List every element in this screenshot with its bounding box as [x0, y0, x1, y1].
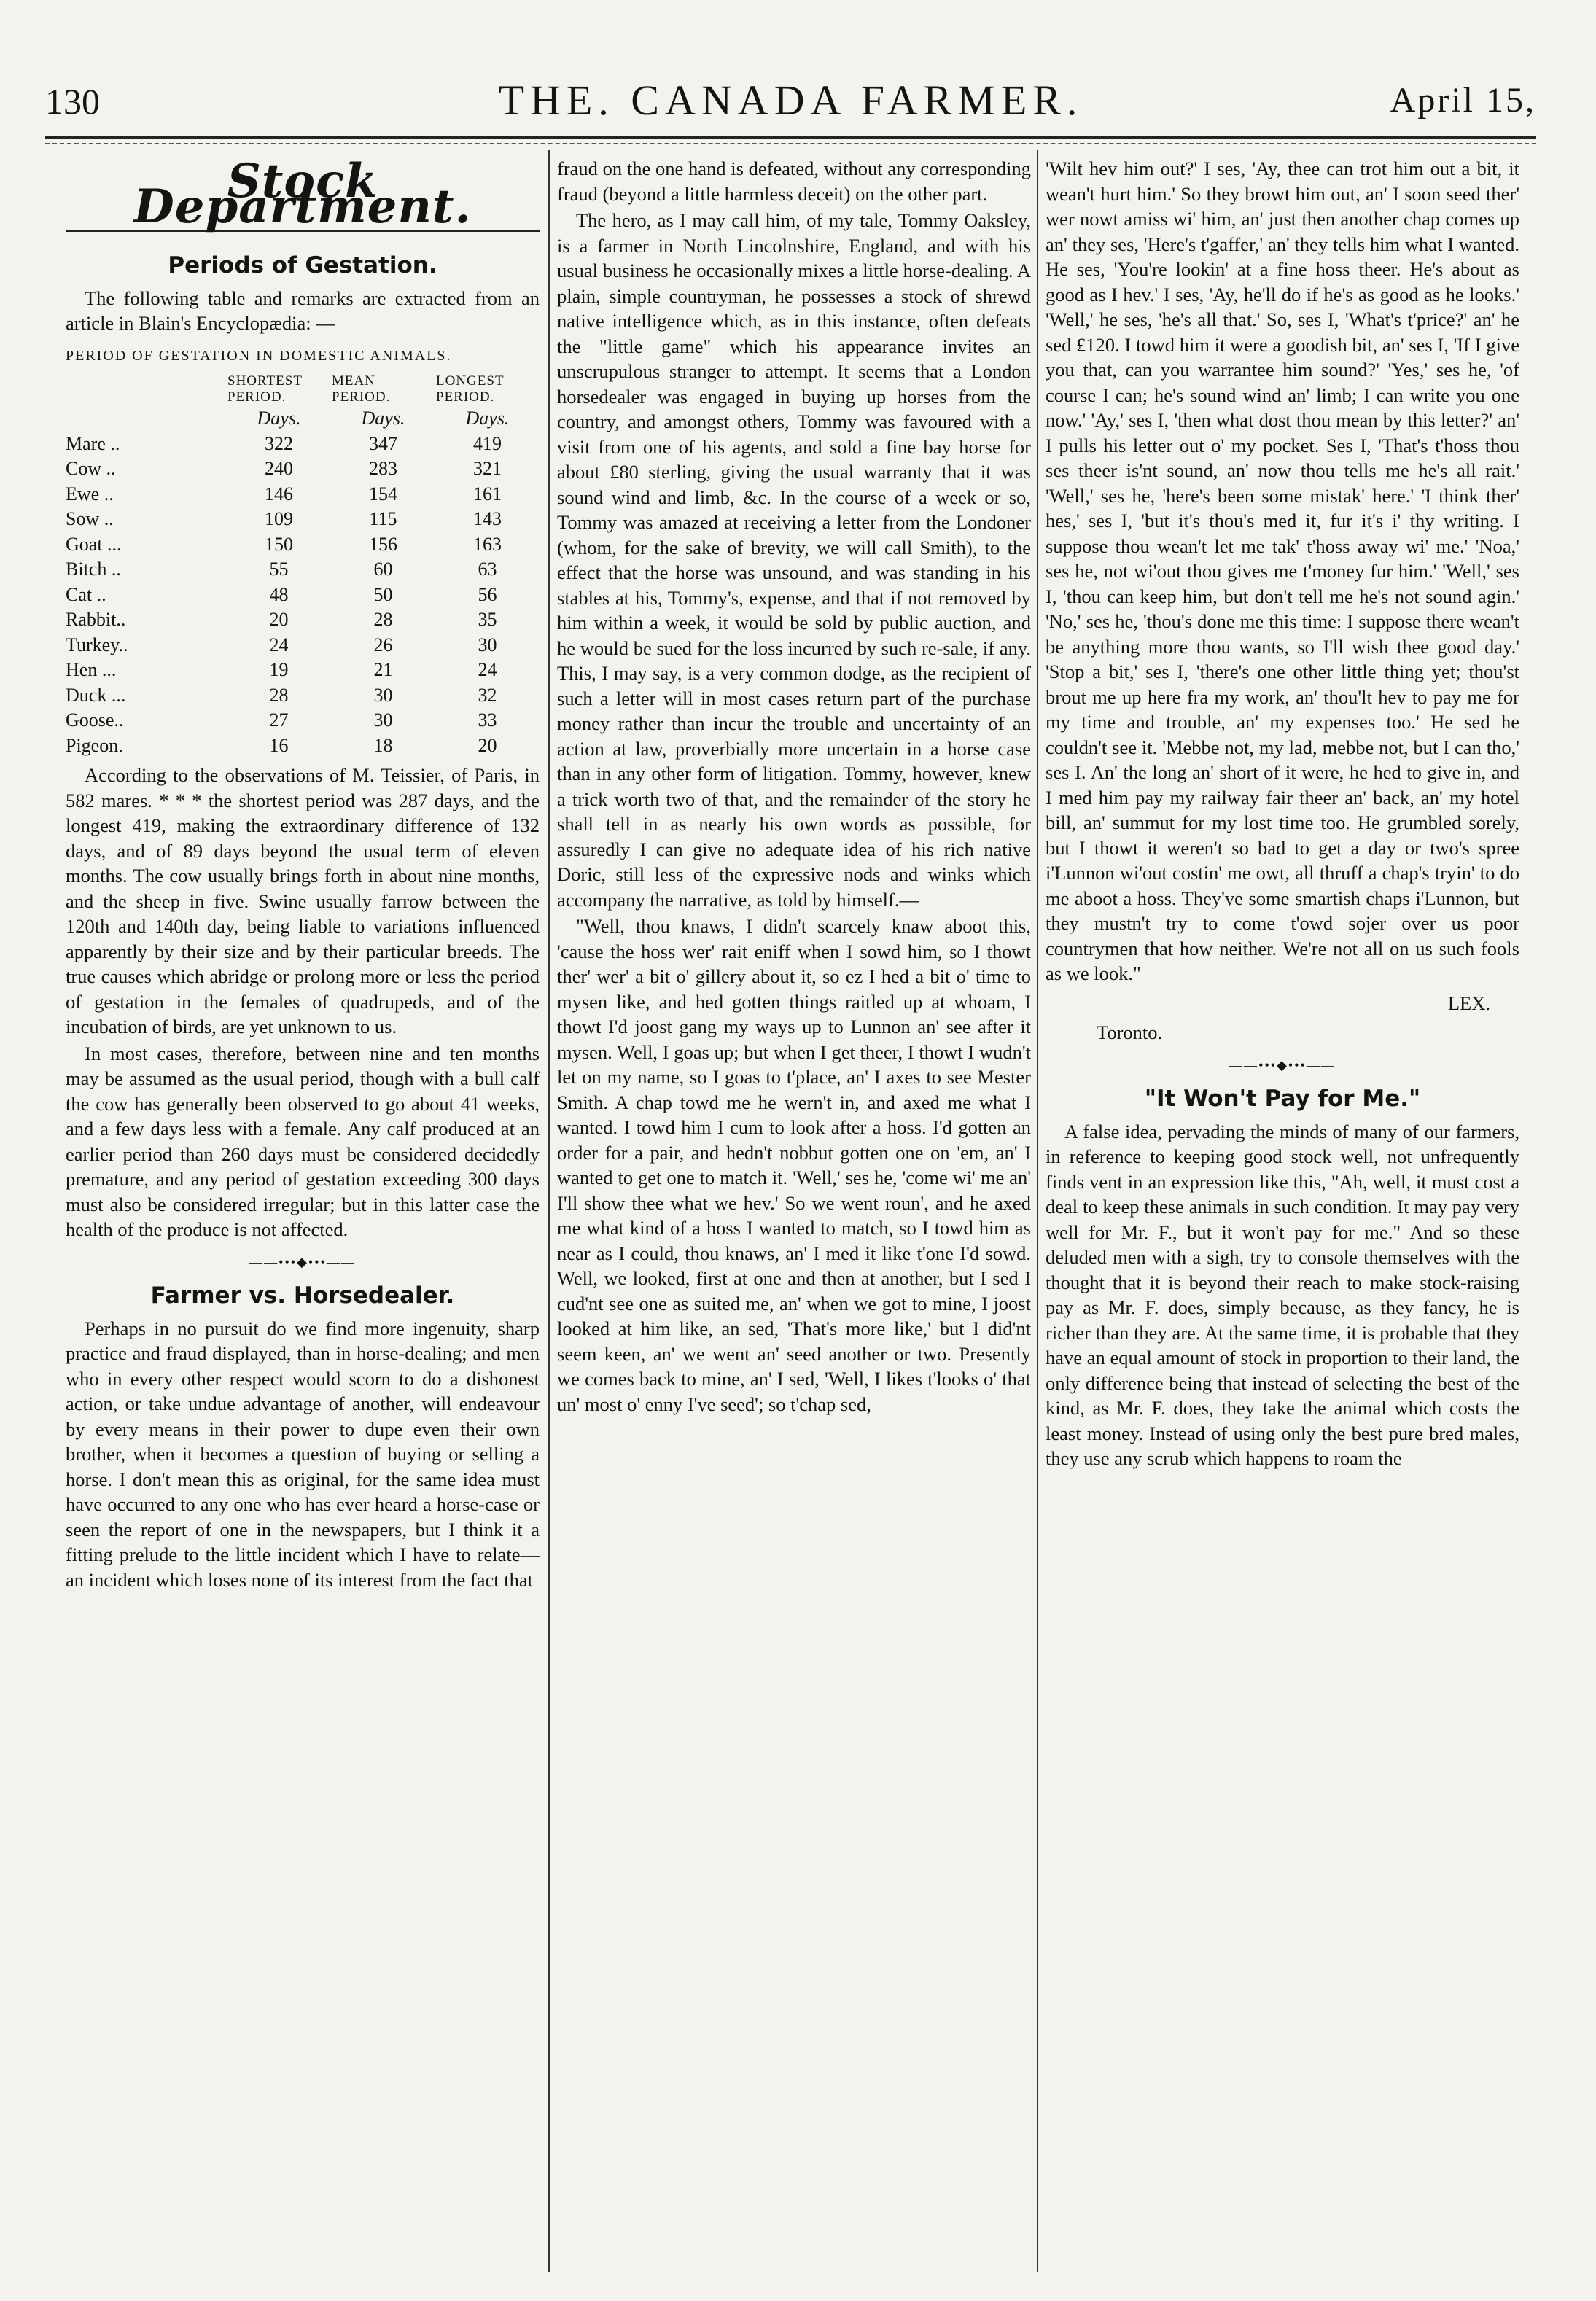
longest-cell: 32	[478, 684, 497, 706]
animal-cell: Hen ...	[66, 659, 117, 680]
mean-cell: 30	[373, 684, 393, 706]
mean-cell: 60	[373, 558, 393, 580]
shortest-cell: 28	[269, 684, 289, 706]
table-row	[66, 658, 540, 683]
animal-cell: Ewe ..	[66, 483, 114, 505]
issue-date: April 15,	[1390, 81, 1536, 120]
table-row	[66, 557, 540, 583]
gestation-intro: The following table and remarks are extracted from an article in Blain's Encyclopædia: —	[66, 287, 540, 334]
gestation-paragraph-2: In most cases, therefore, between nine and ten months may be assumed as the usual period, though with a bull calf the cow has generally been observed to go about 41 weeks, and a few days less with a female. Any calf produced at an earlier period than 260 days must be considered decidedly premature, and any period of gestation exceeding 300 days must also be considered irregular; but in this latter case the health of the produce is not affected.	[66, 1042, 540, 1240]
wont-pay-paragraph-1: A false idea, pervading the minds of many of our farmers, in reference to keeping good stock well, not unfrequently finds vent in an expression like this, "Ah, well, it must cost a deal to keep these animals in such condition. It may pay very well for Mr. F., but it won't pay for me." And so these deluded men with a sigh, try to console themselves with the thought that it is beyond their reach to make stock-raising pay as Mr. F. does, simply because, as they fancy, he is richer than they are. At the same time, it is probable that they have an equal amount of stock in proportion to their land, the only difference being that instead of selecting the best of the kind, as Mr. F. does, they take the animal which costs the least money. Instead of using only the best pure bred males, they use any scrub which happens to roam the	[1046, 1120, 1519, 1469]
table-row	[66, 583, 540, 608]
shortest-cell: 150	[265, 533, 293, 555]
shortest-cell: 27	[269, 709, 289, 731]
header-rule	[45, 136, 1536, 139]
longest-cell: 30	[478, 634, 497, 655]
section-ornament: ——•••◆•••——	[249, 1254, 356, 1269]
longest-cell: 24	[478, 659, 497, 680]
horsedealer-paragraph-2: fraud on the one hand is defeated, without any corresponding fraud (beyond a little harmless deceit) on the other part.	[557, 157, 1031, 205]
column-3	[1046, 156, 1519, 1473]
mean-cell: 21	[373, 659, 393, 680]
shortest-cell: 20	[269, 609, 289, 630]
longest-cell: 33	[478, 709, 497, 731]
longest-cell: 419	[473, 432, 502, 454]
horsedealer-title: Farmer vs. Horsedealer.	[150, 1282, 455, 1309]
mean-cell: 156	[369, 533, 397, 555]
mean-cell: 30	[373, 709, 393, 731]
horsedealer-paragraph-5: 'Wilt hev him out?' I ses, 'Ay, thee can trot him out a bit, it wean't hurt him.' So they browt him out, an' I soon seed ther' wer nowt amiss wi' him, an' just then another chap comes up an' they ses, 'Here's t'gaffer,' an' they tells him what I wanted. He ses, 'You're lookin' at a fine hoss theer. He's about as good as I hev.' I ses, 'Ay, he'll do if he's as good as he looks.' 'Well,' he ses, 'he's all that.' So, ses I, 'What's t'price?' an' he sed £120. I towd him it were a goodish bit, an' ses I, 'If I give you that, can you warrantee him sound?' 'Yes,' ses he, 'of course I can; he's sound wind an' limb; I can write you one now.' 'Ay,' ses I, 'then what dost thou mean by this letter?' an' I pulls his letter out o' my pocket. Ses I, 'That's t'hoss thou ses theer is'nt sound, an' now thou tells me he's all rait.' 'Well,' ses he, 'here's been some mistak' here.' 'I think ther' hes,' ses I, 'but it's thou's med it, fur it's i' thy writing. I suppose thou wean't let me tak' t'hoss away wi' me.' 'Noa,' ses he, not wi'out thou gives me t'money fur him.' 'Well,' ses I, 'thou can keep him, but don't tell me he's not sound agin.' 'No,' ses he, 'thou's done me this time: I suppose there wean't be anything more thou wants, so I'll wish thee good day.' 'Stop a bit,' ses I, 'there's one other little thing yet; thou'st brout me up here fra my work, an' thou'lt hev to pay me for my time and trouble, an' my expenses too.' He sed he couldn't see it. 'Mebbe not, my lad, mebbe not, but I can tho,' ses I. An' the long an' short of it were, he hed to give in, and I med him pay my railway fair theer an' back, an' my hotel bill, an' summut for my lost time too. He grumbled sorely, but I thowt it weren't so bad to get a day or two's spree i'Lunnon wi'out costin' me owt, all thruff a chap's tryin' to do me aboot a hoss. They've some smartish chaps i'Lunnon, but they mustn't try to come t'owd sojer over us poor countrymen that how neither. We're not all on us such fools as we look."	[1046, 157, 1519, 984]
gestation-title: Periods of Gestation.	[168, 252, 437, 279]
animal-cell: Pigeon.	[66, 734, 123, 756]
horsedealer-paragraph-3: The hero, as I may call him, of my tale, Tommy Oaksley, is a farmer in North Lincolnshire, England, and with his usual business he occasionally mixes a little horse-dealing. A plain, simple countryman, he possesses a stock of shrewd native intelligence which, as in this instance, often defeats the "little game" which his appearance invites an unscrupulous stranger to attempt. It seems that a London horsedealer was engaged in buying up horses from the country, and amongst others, Tommy was favoured with a visit from one of his agents, and sold a fine bay horse for about £80 sterling, giving the usual warranty that it was sound wind and limb, &c. In the course of a week or so, Tommy was amazed at receiving a letter from the Londoner (whom, for the sake of brevity, we will call Smith), to the effect that the horse was unsound, and was standing in his stables at his, Tommy's, expense, and that if not removed by him within a week, it would be sold by public auction, and he would be sued for the loss incurred by such re-sale, if any. This, I may say, is a very common dodge, as the recipient of such a letter will in most cases return part of the purchase money rather than incur the trouble and uncertainty of an action at law, proverbially more uncertain in a horse case than in any other form of litigation. Tommy, however, knew a trick worth two of that, and the remainder of the story he shall tell in as nearly his own words as possible, for assuredly I can give no adequate idea of his rich native Doric, still less of the expressive nods and winks which accompany the narrative, as told by himself.—	[557, 209, 1031, 911]
table-unit: Days.	[257, 408, 301, 429]
shortest-cell: 322	[265, 432, 293, 454]
mean-cell: 28	[373, 609, 393, 630]
shortest-cell: 109	[265, 508, 293, 529]
animal-cell: Cat ..	[66, 583, 106, 605]
horsedealer-paragraph-4: "Well, thou knaws, I didn't scarcely knaw aboot this, 'cause the hoss wer' rait eniff when I sowd him, so I thowt ther' wer' a bit o' gillery about it, so ez I hed a bit o' time to mysen like, and hed gotten things raitled up at whoam, I thowt I'd joost gang my ways up to Lunnon an' see after it mysen. Well, I goas up; but when I get theer, I thowt I wudn't let on my name, so I goas to t'place, an' I axes to see Mester Smith. A chap towd me he wern't in, and axed me what I wanted. I towd him I cum to look after a hoss. I'd gotten an order for a pair, and hedn't nobbut gotten one on 'em, an' I wanted to get one to match it. 'Well,' ses he, 'come wi' me an' I'll show thee what we hev.' So we went roun', and he axed me what kind of a hoss I wanted to match, so I towd him as near as I could, thou knaws, an' I med it like t'one I'd sowd. Well, we looked, first at one and then at another, but I sed I cud'nt see one as suited me, an' when we got to mine, I joost looked at him like, an sed, 'That's more like,' but I did'nt seem keen, an' we went an' seed another or two. Presently we comes back to mine, an' I sed, 'Well, I likes t'looks o' that un' most o' enny I've seed'; so t'chap sed,	[557, 915, 1031, 1415]
animal-cell: Cow ..	[66, 458, 116, 479]
shortest-cell: 55	[269, 558, 289, 580]
table-unit	[66, 406, 227, 432]
table-row	[66, 532, 540, 558]
longest-cell: 163	[473, 533, 502, 555]
page-number: 130	[45, 81, 100, 122]
longest-cell: 63	[478, 558, 497, 580]
shortest-cell: 48	[269, 583, 289, 605]
column-divider-2	[1037, 150, 1038, 2272]
longest-cell: 20	[478, 734, 497, 756]
mean-cell: 50	[373, 583, 393, 605]
mean-cell: 18	[373, 734, 393, 756]
column-2	[557, 156, 1031, 1418]
table-row	[66, 456, 540, 482]
author-signature: LEX.	[1447, 992, 1490, 1014]
table-units-row	[66, 406, 540, 432]
animal-cell: Goat ...	[66, 533, 122, 555]
longest-cell: 161	[473, 483, 502, 505]
table-row	[66, 432, 540, 457]
table-row	[66, 633, 540, 658]
shortest-cell: 19	[269, 659, 289, 680]
shortest-cell: 24	[269, 634, 289, 655]
longest-cell: 35	[478, 609, 497, 630]
table-unit: Days.	[465, 408, 510, 429]
author-place: Toronto.	[1097, 1021, 1163, 1043]
department-heading: Stock Department.	[133, 154, 472, 234]
table-header: SHORTEST PERIOD.	[227, 373, 303, 405]
gestation-table	[66, 373, 540, 758]
wont-pay-title: "It Won't Pay for Me."	[1144, 1086, 1421, 1112]
animal-cell: Mare ..	[66, 432, 120, 454]
horsedealer-paragraph-1: Perhaps in no pursuit do we find more ingenuity, sharp practice and fraud displayed, than in horse-dealing; and men who in every other respect would scorn to do a dishonest action, or take undue advantage of another, will endeavour by every means in their power to dupe even their own brother, when it becomes a question of buying or selling a horse. I don't mean this as original, for the same idea must have occurred to any one who has ever heard a horse-case or seen the report of one in the newspapers, but I think it a fitting prelude to the little incident which I have to relate—an incident which loses none of its interest from the fact that	[66, 1317, 540, 1591]
shortest-cell: 146	[265, 483, 293, 505]
column-1	[66, 156, 540, 1594]
page-header	[45, 70, 1536, 128]
longest-cell: 321	[473, 458, 502, 479]
longest-cell: 143	[473, 508, 502, 529]
table-row	[66, 507, 540, 532]
longest-cell: 56	[478, 583, 497, 605]
table-header-row	[66, 373, 540, 406]
table-row	[66, 733, 540, 759]
mean-cell: 26	[373, 634, 393, 655]
mean-cell: 154	[369, 483, 397, 505]
animal-cell: Sow ..	[66, 508, 114, 529]
table-row	[66, 607, 540, 633]
table-title: PERIOD OF GESTATION IN DOMESTIC ANIMALS.	[66, 347, 452, 364]
gestation-paragraph-1: According to the observations of M. Teissier, of Paris, in 582 mares. * * * the shortest period was 287 days, and the longest 419, making the extraordinary difference of 132 days, and of 89 days beyond the usual term of eleven months. The cow usually brings forth in about nine months, and the sheep in five. Swine usually farrow between the 120th and 140th day, being liable to variations influenced apparently by their size and by their particular breeds. The true causes which abridge or prolong more or less the period of gestation in the females of quadrupeds, and of the incubation of birds, are yet unknown to us.	[66, 764, 540, 1037]
animal-cell: Duck ...	[66, 684, 126, 706]
animal-cell: Rabbit..	[66, 609, 126, 630]
column-divider-1	[548, 150, 550, 2272]
animal-cell: Bitch ..	[66, 558, 121, 580]
table-row	[66, 683, 540, 709]
table-header	[66, 373, 227, 406]
table-header: MEAN PERIOD.	[332, 373, 391, 405]
animal-cell: Goose..	[66, 709, 124, 731]
table-header: LONGEST PERIOD.	[436, 373, 505, 405]
shortest-cell: 16	[269, 734, 289, 756]
table-unit: Days.	[361, 408, 405, 429]
animal-cell: Turkey..	[66, 634, 128, 655]
masthead: THE. CANADA FARMER.	[498, 77, 1083, 124]
header-rule-dashed	[45, 143, 1536, 144]
mean-cell: 283	[369, 458, 397, 479]
table-row	[66, 708, 540, 733]
table-row	[66, 482, 540, 507]
mean-cell: 347	[369, 432, 397, 454]
mean-cell: 115	[369, 508, 397, 529]
shortest-cell: 240	[265, 458, 293, 479]
section-ornament: ——•••◆•••——	[1229, 1057, 1336, 1072]
